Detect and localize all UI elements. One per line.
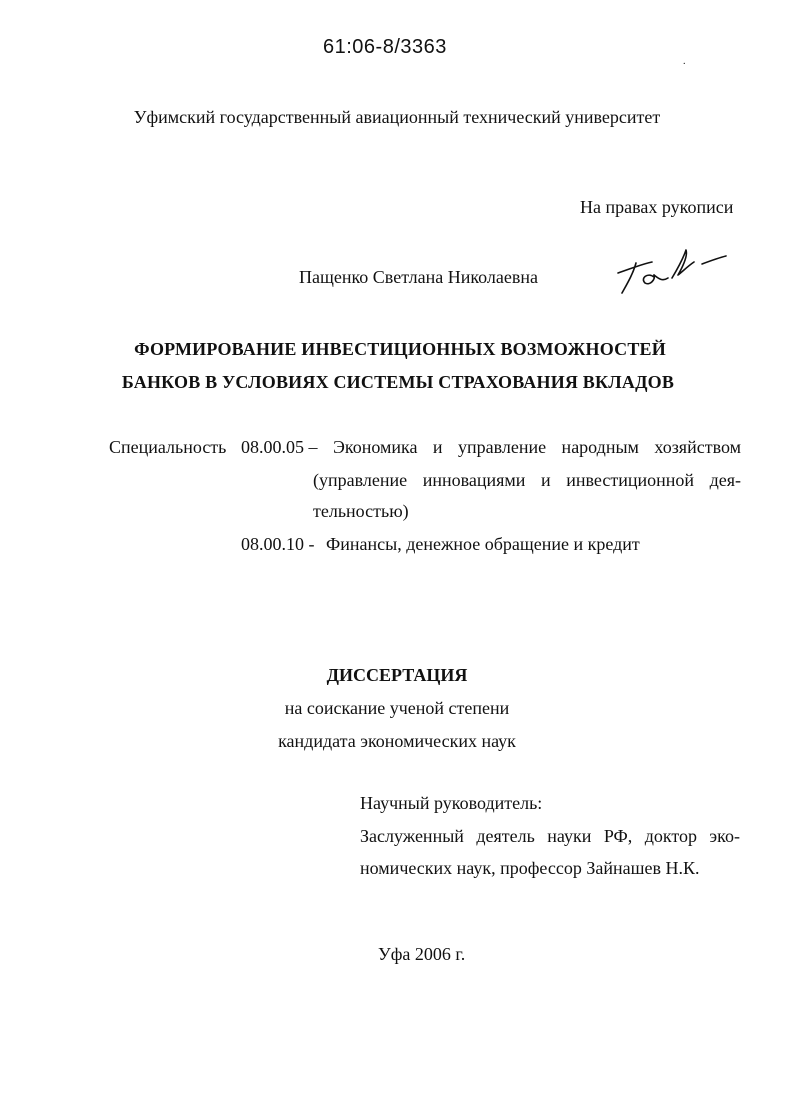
specialty-label: Специальность [109, 437, 227, 457]
dissertation-title-line-1: ФОРМИРОВАНИЕ ИНВЕСТИЦИОННЫХ ВОЗМОЖНОСТЕЙ [134, 339, 666, 359]
rights-note: На правах рукописи [580, 197, 734, 217]
supervisor-line: Заслуженный деятель науки РФ, доктор эко- [360, 826, 740, 846]
specialty-code-1: 08.00.05 – [241, 437, 318, 457]
scan-speck: . [683, 56, 686, 67]
degree-line-2: кандидата экономических наук [278, 731, 516, 751]
place-and-year: Уфа 2006 г. [378, 944, 466, 964]
author-signature [612, 242, 732, 298]
specialty-description-1-continuation: (управление инновациями и инвестиционной дея- [313, 470, 741, 490]
specialty-description-1: Экономика и управление народным хозяйством [333, 437, 741, 457]
specialty-description-1-continuation: тельностью) [313, 501, 409, 521]
university-name: Уфимский государственный авиационный технический университет [133, 107, 661, 127]
supervisor-line: номических наук, профессор Зайнашев Н.К. [360, 858, 700, 878]
supervisor-label: Научный руководитель: [360, 793, 543, 813]
specialty-description-2: Финансы, денежное обращение и кредит [326, 534, 640, 554]
dissertation-heading: ДИССЕРТАЦИЯ [326, 665, 468, 685]
degree-line-1: на соискание ученой степени [284, 698, 510, 718]
dissertation-title-line-2: БАНКОВ В УСЛОВИЯХ СИСТЕМЫ СТРАХОВАНИЯ ВКЛАДОВ [121, 372, 675, 392]
specialty-code-2: 08.00.10 - [241, 534, 315, 554]
archive-code: 61:06-8/3363 [323, 36, 447, 58]
author-name: Пащенко Светлана Николаевна [299, 267, 539, 287]
